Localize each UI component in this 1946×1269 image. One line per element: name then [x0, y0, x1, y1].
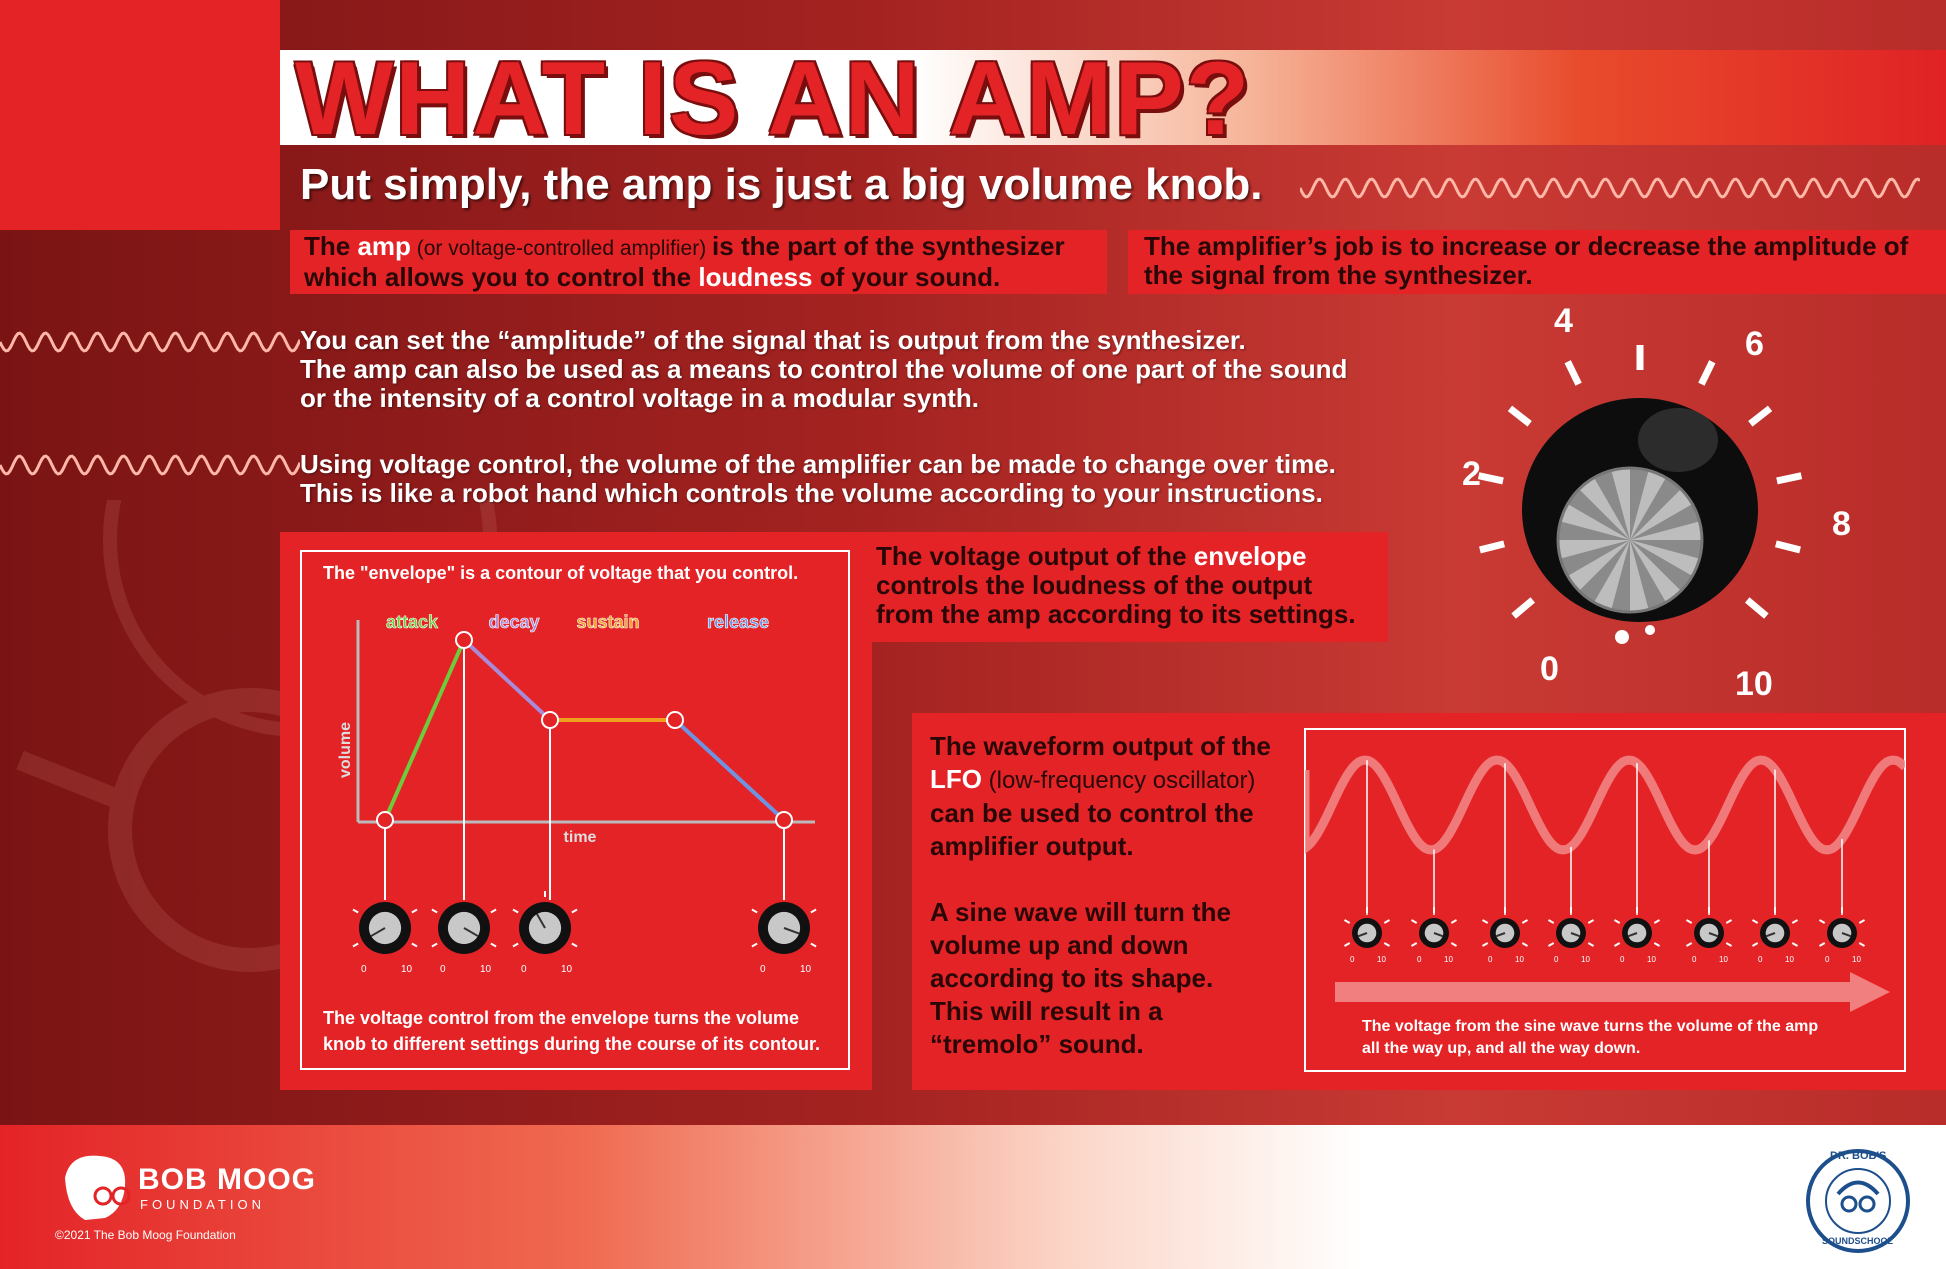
knob-min-label: 0 — [361, 964, 367, 975]
paragraph2-line1: Using voltage control, the volume of the amplifier can be made to change over time. — [300, 449, 1336, 479]
loudness-word: loudness — [698, 262, 813, 292]
knob-min-label: 0 — [1758, 955, 1763, 964]
copyright: ©2021 The Bob Moog Foundation — [55, 1228, 236, 1242]
lfo-line4: amplifier output. — [930, 831, 1134, 861]
lfo-caption — [1362, 1016, 1818, 1060]
knob-tick — [572, 944, 577, 947]
envelope-diagram — [300, 600, 850, 1020]
stage-label-sustain: sustain — [576, 612, 640, 632]
envelope-text-rest: controls the loudness of the output from the amp according to its settings. — [876, 570, 1356, 629]
knob-min-label: 0 — [1350, 955, 1355, 964]
knob-tick — [412, 944, 417, 947]
lfo-line1: The waveform output of the — [930, 731, 1271, 761]
knob-max-label: 10 — [1852, 955, 1861, 964]
stage-label-attack: attack — [385, 612, 439, 632]
knob-tick — [1654, 920, 1659, 923]
knob-tick — [1384, 920, 1389, 923]
big-knob-label-2: 2 — [1462, 455, 1481, 493]
knob-tick — [572, 910, 577, 913]
paragraph2-line2: This is like a robot hand which controls the volume according to your instructions. — [300, 478, 1323, 508]
envelope-knob — [513, 891, 577, 954]
page-title: WHAT IS AN AMP? — [295, 41, 1252, 157]
bob-moog-head-icon — [55, 1148, 135, 1228]
lfo-caption-line1: The voltage from the sine wave turns the volume of the amp — [1362, 1018, 1819, 1035]
knob-tick — [811, 944, 816, 947]
knob-tick — [412, 910, 417, 913]
squiggle-low-icon — [0, 445, 300, 485]
envelope-segment-attack — [385, 640, 464, 820]
knob-tick — [1548, 920, 1553, 923]
knob-tick — [513, 910, 518, 913]
knob-tick — [1859, 943, 1864, 946]
lfo-line9: “tremolo” sound. — [930, 1029, 1144, 1059]
knob-tick — [1686, 920, 1691, 923]
paragraph-amplitude — [300, 326, 1400, 413]
knob-tick — [1411, 943, 1416, 946]
paragraph1-line1: You can set the “amplitude” of the signal that is output from the synthesizer. — [300, 325, 1246, 355]
lfo-explainer — [930, 730, 1310, 1061]
knob-tick — [353, 910, 358, 913]
paragraph1-line3: or the intensity of a control voltage in a modular synth. — [300, 383, 979, 413]
badge-bottom-text: SOUNDSCHOOL — [1822, 1236, 1894, 1246]
envelope-caption — [323, 1005, 820, 1057]
knob-tick — [491, 944, 496, 947]
lfo-line8: This will result in a — [930, 996, 1163, 1026]
x-axis-label: time — [563, 829, 597, 846]
big-knob-label-6: 6 — [1745, 325, 1764, 363]
knob-tick — [1522, 920, 1527, 923]
envelope-knob — [752, 891, 816, 954]
knob-tick — [1614, 920, 1619, 923]
envelope-node — [776, 812, 792, 828]
knob-tick — [1819, 920, 1824, 923]
knob-tick — [1344, 943, 1349, 946]
big-knob-labels — [1440, 290, 1860, 710]
paragraph-voltage-control — [300, 450, 1400, 508]
knob-min-label: 0 — [760, 964, 766, 975]
knob-tick — [1792, 943, 1797, 946]
knob-tick — [752, 910, 757, 913]
lfo-line6: volume up and down — [930, 930, 1189, 960]
knob-max-label: 10 — [480, 964, 492, 975]
lfo-caption-line2: all the way up, and all the way down. — [1362, 1040, 1641, 1057]
knob-min-label: 0 — [440, 964, 446, 975]
envelope-heading-post: is a contour of voltage that you control. — [455, 563, 799, 583]
knob-max-label: 10 — [561, 964, 573, 975]
knob-tick — [1344, 920, 1349, 923]
y-axis-label: volume — [337, 721, 354, 779]
knob-max-label: 10 — [1647, 955, 1656, 964]
knob-tick — [1522, 943, 1527, 946]
lfo-line3: can be used to control the — [930, 798, 1254, 828]
intro-left-box — [290, 230, 1107, 294]
knob-tick — [1482, 943, 1487, 946]
knob-tick — [1411, 920, 1416, 923]
knob-tick — [1588, 943, 1593, 946]
knob-max-label: 10 — [1719, 955, 1728, 964]
knob-min-label: 0 — [521, 964, 527, 975]
paragraph1-line2: The amp can also be used as a means to control the volume of one part of the sound — [300, 354, 1348, 384]
knob-tick — [1384, 943, 1389, 946]
knob-tick — [1726, 920, 1731, 923]
logo-line2: FOUNDATION — [140, 1197, 265, 1212]
badge-top-text: DR. BOB'S — [1830, 1150, 1887, 1162]
knob-min-label: 0 — [1620, 955, 1625, 964]
knob-max-label: 10 — [1581, 955, 1590, 964]
knob-tick — [432, 944, 437, 947]
intro-left-part2: is the part of the synthesizer which allows you to control the — [304, 231, 1065, 292]
knob-tick — [1752, 920, 1757, 923]
knob-max-label: 10 — [401, 964, 413, 975]
big-knob-label-10: 10 — [1735, 665, 1773, 703]
lfo-line7: according to its shape. — [930, 963, 1214, 993]
squiggle-top-icon — [1300, 168, 1920, 208]
envelope-heading — [323, 563, 798, 584]
knob-max-label: 10 — [1515, 955, 1524, 964]
envelope-node — [456, 632, 472, 648]
envelope-segment-release — [675, 720, 784, 820]
logo-line1: BOB MOOG — [138, 1163, 316, 1196]
footer — [0, 1125, 1946, 1269]
envelope-explainer — [876, 542, 1376, 629]
envelope-node — [667, 712, 683, 728]
intro-right-box: The amplifier’s job is to increase or decrease the amplitude of the signal from the synthesizer. — [1128, 230, 1946, 294]
arrow-right-icon — [1335, 972, 1890, 1012]
stage-label-release: release — [706, 612, 770, 632]
lfo-small: (low-frequency oscillator) — [982, 767, 1256, 794]
knob-min-label: 0 — [1825, 955, 1830, 964]
knob-max-label: 10 — [1444, 955, 1453, 964]
knob-min-label: 0 — [1488, 955, 1493, 964]
knob-min-label: 0 — [1692, 955, 1697, 964]
knob-tick — [752, 944, 757, 947]
knob-tick — [1614, 943, 1619, 946]
envelope-heading-bold: "envelope" — [360, 563, 456, 583]
stage-label-decay: decay — [488, 612, 540, 632]
knob-tick — [811, 910, 816, 913]
lfo-diagram — [1305, 740, 1905, 1020]
knob-tick — [432, 910, 437, 913]
envelope-word: envelope — [1193, 541, 1307, 571]
knob-tick — [1819, 943, 1824, 946]
knob-tick — [353, 944, 358, 947]
knob-tick — [1726, 943, 1731, 946]
big-knob-label-0: 0 — [1540, 650, 1559, 688]
envelope-node — [377, 812, 393, 828]
knob-max-label: 10 — [1785, 955, 1794, 964]
knob-tick — [1482, 920, 1487, 923]
intro-left-part1: The — [304, 231, 358, 261]
envelope-node — [542, 712, 558, 728]
knob-tick — [513, 944, 518, 947]
envelope-knob — [353, 891, 417, 954]
sine-wave — [1305, 760, 1905, 850]
envelope-caption-line2: knob to different settings during the course of its contour. — [323, 1034, 821, 1054]
knob-tick — [1654, 943, 1659, 946]
knob-min-label: 0 — [1417, 955, 1422, 964]
knob-max-label: 10 — [1377, 955, 1386, 964]
amp-word: amp — [357, 231, 411, 261]
lfo-line5: A sine wave will turn the — [930, 897, 1231, 927]
knob-max-label: 10 — [800, 964, 812, 975]
squiggle-mid-icon — [0, 322, 300, 362]
envelope-text-pre: The voltage output of the — [876, 541, 1194, 571]
knob-min-label: 0 — [1554, 955, 1559, 964]
knob-tick — [1752, 943, 1757, 946]
knob-tick — [1451, 920, 1456, 923]
intro-left-part3: of your sound. — [812, 262, 1001, 292]
big-knob-label-8: 8 — [1832, 505, 1851, 543]
envelope-caption-line1: The voltage control from the envelope turns the volume — [323, 1008, 800, 1028]
page-subtitle: Put simply, the amp is just a big volume knob. — [300, 160, 1263, 209]
big-knob-label-4: 4 — [1554, 302, 1573, 340]
envelope-heading-pre: The — [323, 563, 361, 583]
envelope-knob — [432, 891, 496, 954]
knob-tick — [1588, 920, 1593, 923]
knob-tick — [1792, 920, 1797, 923]
knob-tick — [1548, 943, 1553, 946]
knob-tick — [1859, 920, 1864, 923]
knob-tick — [491, 910, 496, 913]
knob-tick — [1451, 943, 1456, 946]
knob-tick — [1686, 943, 1691, 946]
lfo-word: LFO — [930, 764, 982, 794]
envelope-segment-decay — [464, 640, 550, 720]
intro-left-small: (or voltage-controlled amplifier) — [410, 237, 713, 260]
corner-block — [0, 0, 280, 230]
